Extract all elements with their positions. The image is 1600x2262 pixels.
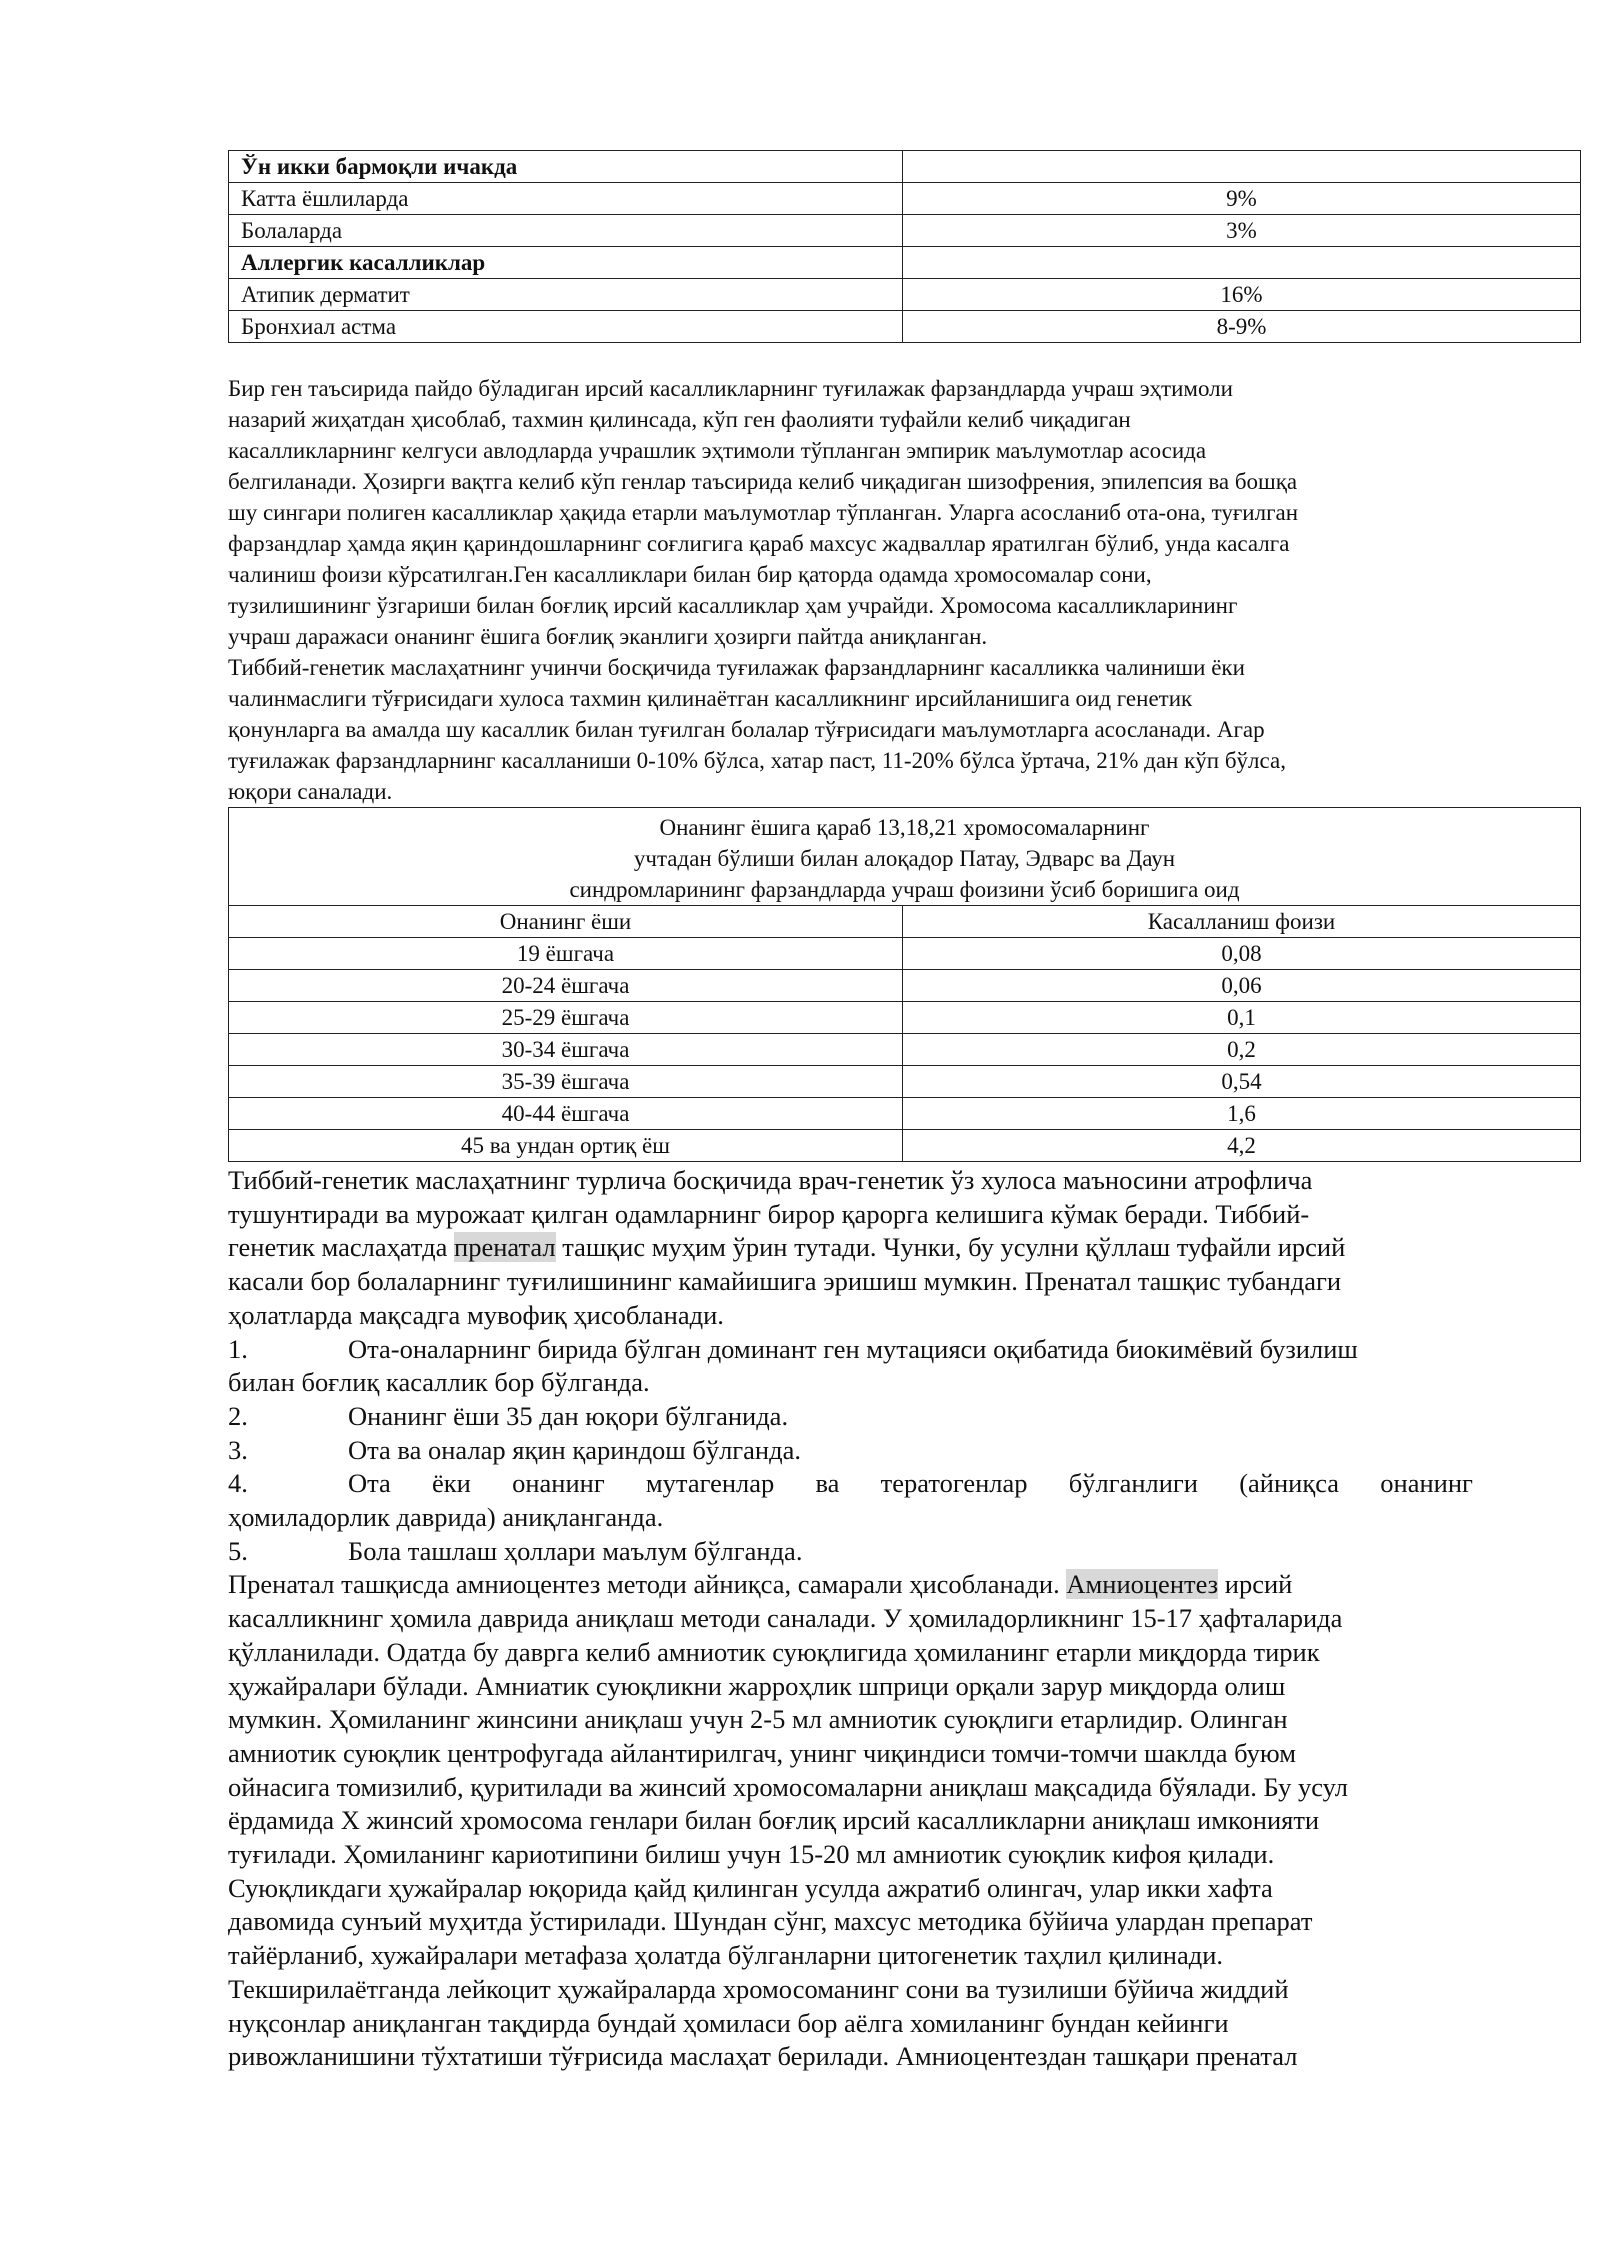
- table-cell-label: Бронхиал астма: [229, 311, 903, 343]
- cell-risk: 0,54: [903, 1066, 1581, 1098]
- highlighted-term: Амниоцентез: [1066, 1569, 1219, 1600]
- text-segment: Пренатал ташқисда амниоцентез методи айниқса, самарали ҳисобланади.: [228, 1569, 1067, 1600]
- table-cell-label: Катта ёшлиларда: [229, 183, 903, 215]
- text-line: ойнасига томизилиб, қуритилади ва жинсий хромосомаларни аниқлаш мақсадида бўялади. Бу усул: [228, 1771, 1348, 1802]
- table-row: [229, 247, 1581, 279]
- word: мутагенлар: [645, 1468, 775, 1499]
- text-line: шу сингари полиген касалликлар ҳақида етарли маълумотлар тўпланган. Уларга асосланиб ота-она, туғилган: [228, 500, 1299, 525]
- cell-risk: 1,6: [903, 1098, 1581, 1130]
- list-text-continued: билан боғлиқ касаллик бор бўлганда.: [228, 1367, 650, 1398]
- list-item: [228, 1467, 1473, 1501]
- list-item: [228, 1333, 1473, 1367]
- table-row: [229, 279, 1581, 311]
- word: ёки: [432, 1468, 471, 1499]
- text-line: қонунларга ва амалда шу касаллик билан туғилган болалар тўғрисидаги маълумотларга асосланади. Агар: [228, 717, 1265, 742]
- list-item: [228, 1400, 1473, 1434]
- table-row: [229, 1066, 1581, 1098]
- text-line: [228, 1568, 1473, 1602]
- text-line: мумкин. Ҳомиланинг жинсини аниқлаш учун 2-5 мл амниотик суюқлиги етарлидир. Олинган: [228, 1704, 1288, 1735]
- text-line: туғилажак фарзандларнинг касалланиши 0-10% бўлса, хатар паст, 11-20% бўлса ўртача, 21% дан кўп бўлса,: [228, 748, 1286, 773]
- text-line: Текширилаётганда лейкоцит ҳужайраларда хромосоманинг сони ва тузилиши бўйича жиддий: [228, 1973, 1289, 2004]
- text-line: ёрдамида X жинсий хромосома генлари билан боғлиқ ирсий касалликларни аниқлаш имконияти: [228, 1805, 1320, 1836]
- text-segment: ирсий: [1218, 1569, 1293, 1600]
- text-line: ҳужайралари бўлади. Амниатик суюқликни жарроҳлик шприци орқали зарур миқдорда олиш: [228, 1670, 1286, 1701]
- table-row: [229, 1130, 1581, 1162]
- cell-age: 20-24 ёшгача: [229, 970, 903, 1002]
- text-segment: генетик маслаҳатда: [228, 1232, 455, 1263]
- text-line: фарзандлар ҳамда яқин қариндошларнинг соғлигига қараб махсус жадваллар яратилган бўлиб, унда касалга: [228, 531, 1290, 556]
- text-line: амниотик суюқлик центрофугада айлантирилгач, унинг чиқиндиси томчи-томчи шаклда буюм: [228, 1737, 1297, 1768]
- text-line: давомида сунъий муҳитда ўстирилади. Шундан сўнг, махсус методика бўйича улардан препарат: [228, 1906, 1313, 1937]
- text-line: учраш даражаси онанинг ёшига боғлиқ эканлиги ҳозирги пайтда аниқланган.: [228, 624, 988, 649]
- table-cell-value: [903, 151, 1581, 183]
- list-number: 3.: [228, 1434, 248, 1465]
- text-line: тушунтиради ва мурожаат қилган одамларнинг бирор қарорга келишига кўмак беради. Тиббий-: [228, 1198, 1310, 1229]
- text-line: қўлланилади. Одатда бу даврга келиб амниотик суюқлигида ҳомиланинг етарли миқдорда тирик: [228, 1636, 1320, 1667]
- text-line: назарий жиҳатдан ҳисоблаб, тахмин қилинсада, кўп ген фаолияти туфайли келиб чиқадиган: [228, 407, 1131, 432]
- text-segment: ташқис муҳим ўрин тутади. Чунки, бу усулни қўллаш туфайли ирсий: [555, 1232, 1346, 1263]
- list-text: Ота ва оналар яқин қариндош бўлганда.: [348, 1434, 801, 1465]
- table-row: [229, 1002, 1581, 1034]
- text-line: ҳолатларда мақсадга мувофиқ ҳисобланади.: [228, 1299, 724, 1330]
- table-row: [229, 970, 1581, 1002]
- table-title-line: синдромларининг фарзандларда учраш фоизини ўсиб боришига оид: [569, 877, 1240, 902]
- cell-risk: 0,2: [903, 1034, 1581, 1066]
- word: Ота: [348, 1468, 391, 1499]
- table-title-row: [229, 808, 1581, 906]
- text-line: Суюқликдаги ҳужайралар юқорида қайд қилинган усулда ажратиб олингач, улар икки хафта: [228, 1872, 1273, 1903]
- indications-list: [228, 1333, 1473, 1569]
- table-cell-label: Аллергик касалликлар: [229, 247, 903, 279]
- document-page: [228, 150, 1580, 2074]
- word: (айниқса: [1239, 1468, 1340, 1499]
- text-line: касалликнинг ҳомила даврида аниқлаш методи саналади. У ҳомиладорликнинг 15-17 ҳафталарида: [228, 1603, 1343, 1634]
- table-cell-label: Болаларда: [229, 215, 903, 247]
- header-mother-age: Онанинг ёши: [229, 906, 903, 938]
- text-line: чалинмаслиги тўғрисидаги хулоса тахмин қилинаётган касалликнинг ирсийланишига оид генетик: [228, 686, 1193, 711]
- text-line: касалликларнинг келгуси авлодларда учрашлик эҳтимоли тўпланган эмпирик маълумотлар асосида: [228, 438, 1207, 463]
- text-line: туғилади. Ҳомиланинг кариотипини билиш учун 15-20 мл амниотик суюқлик кифоя қилади.: [228, 1839, 1275, 1870]
- word: онанинг: [1380, 1468, 1473, 1499]
- table-cell-value: 16%: [903, 279, 1581, 311]
- table-cell-value: 3%: [903, 215, 1581, 247]
- cell-risk: 4,2: [903, 1130, 1581, 1162]
- text-line: тайёрланиб, хужайралари метафаза ҳолатда бўлганларни цитогенетик таҳлил қилинади.: [228, 1940, 1224, 1971]
- list-text: Ота-оналарнинг бирида бўлган доминант ген мутацияси оқибатида биокимёвий бузилиш: [348, 1333, 1358, 1364]
- text-line: юқори саналади.: [228, 779, 393, 804]
- cell-risk: 0,1: [903, 1002, 1581, 1034]
- cell-age: 40-44 ёшгача: [229, 1098, 903, 1130]
- table-row: [229, 1034, 1581, 1066]
- table-title-line: Онанинг ёшига қараб 13,18,21 хромосомаларнинг: [659, 815, 1150, 840]
- cell-risk: 0,08: [903, 938, 1581, 970]
- text-line: ривожланишини тўхтатиши тўғрисида маслаҳат берилади. Амниоцентездан ташқари пренатал: [228, 2041, 1298, 2072]
- cell-age: 19 ёшгача: [229, 938, 903, 970]
- list-item: [228, 1434, 1473, 1468]
- cell-age: 45 ва ундан ортиқ ёш: [229, 1130, 903, 1162]
- list-text: Бола ташлаш ҳоллари маълум бўлганда.: [348, 1535, 803, 1566]
- list-item: [228, 1535, 1473, 1569]
- text-line: Бир ген таъсирида пайдо бўладиган ирсий касалликларнинг туғилажак фарзандларда учраш эҳтимоли: [228, 376, 1233, 401]
- cell-age: 25-29 ёшгача: [229, 1002, 903, 1034]
- text-line: белгиланади. Ҳозирги вақтга келиб кўп генлар таъсирида келиб чиқадиган шизофрения, эпилепсия ва бошқа: [228, 469, 1298, 494]
- cell-age: 35-39 ёшгача: [229, 1066, 903, 1098]
- text-line: касали бор болаларнинг туғилишининг камайишига эришиш мумкин. Пренатал ташқис тубандаги: [228, 1266, 1342, 1297]
- table-cell-value: [903, 247, 1581, 279]
- text-line: нуқсонлар аниқланган тақдирда бундай ҳомиласи бор аёлга хомиланинг бундан кейинги: [228, 2007, 1229, 2038]
- highlighted-term: пренатал: [454, 1232, 556, 1263]
- prevalence-table: [228, 150, 1581, 343]
- table-row: [229, 215, 1581, 247]
- table-cell-value: 9%: [903, 183, 1581, 215]
- word: тератогенлар: [880, 1468, 1028, 1499]
- text-line: Тиббий-генетик маслаҳатнинг учинчи босқичида туғилажак фарзандларнинг касалликка чалиниши ёки: [228, 655, 1245, 680]
- table-header-row: [229, 906, 1581, 938]
- list-text-continued: ҳомиладорлик даврида) аниқланганда.: [228, 1502, 664, 1533]
- list-number: 1.: [228, 1333, 248, 1364]
- list-text: Онанинг ёши 35 дан юқори бўлганида.: [348, 1400, 789, 1431]
- table-cell-label: Ўн икки бармоқли ичакда: [229, 151, 903, 183]
- text-line: [228, 1231, 1473, 1265]
- list-text-justified: [348, 1467, 1473, 1501]
- paragraph-heredity-risk: [228, 373, 1580, 807]
- table-cell-value: 8-9%: [903, 311, 1581, 343]
- cell-risk: 0,06: [903, 970, 1581, 1002]
- table-row: [229, 183, 1581, 215]
- list-number: 5.: [228, 1535, 248, 1566]
- table-row: [229, 311, 1581, 343]
- table-row: [229, 938, 1581, 970]
- table-row: [229, 1098, 1581, 1130]
- paragraph-amniocentesis: [228, 1568, 1473, 2074]
- word: бўлганлиги: [1068, 1468, 1198, 1499]
- text-line: Тиббий-генетик маслаҳатнинг турлича босқичида врач-генетик ўз хулоса маъносини атрофлича: [228, 1165, 1313, 1195]
- table-title-line: учтадан бўлиши билан алоқадор Патау, Эдварс ва Даун: [633, 846, 1176, 871]
- text-line: тузилишининг ўзгариши билан боғлиқ ирсий касалликлар ҳам учрайди. Хромосома касалликларининг: [228, 593, 1238, 618]
- word: онанинг: [512, 1468, 605, 1499]
- maternal-age-risk-table: [228, 807, 1581, 1162]
- header-risk-percent: Касалланиш фоизи: [903, 906, 1581, 938]
- list-number: 2.: [228, 1400, 248, 1431]
- word: ва: [815, 1468, 840, 1499]
- table-row: [229, 151, 1581, 183]
- text-line: чалиниш фоизи кўрсатилган.Ген касалликлари билан бир қаторда одамда хромосомалар сони,: [228, 562, 1152, 587]
- list-number: 4.: [228, 1468, 248, 1499]
- table-cell-label: Атипик дерматит: [229, 279, 903, 311]
- cell-age: 30-34 ёшгача: [229, 1034, 903, 1066]
- table-title: [229, 808, 1581, 906]
- paragraph-prenatal-intro: [228, 1164, 1473, 1333]
